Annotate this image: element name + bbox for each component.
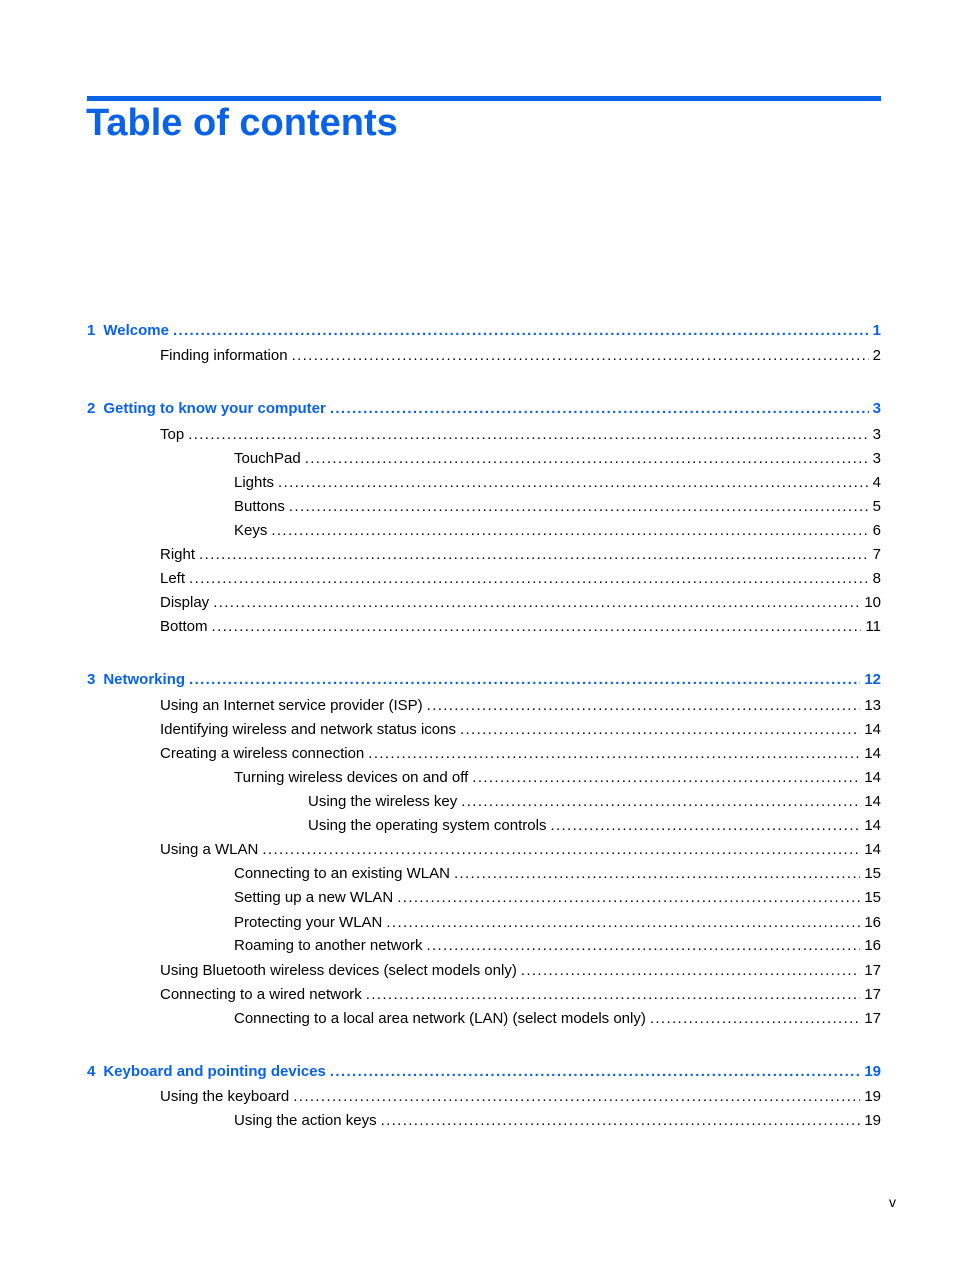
toc-entry-page: 14	[864, 745, 881, 762]
toc-entry[interactable]	[234, 473, 881, 493]
toc-chapter-entry[interactable]	[87, 670, 881, 690]
toc-entry-label: Connecting to a local area network (LAN) (select models only)	[234, 1010, 646, 1027]
toc-entry-label: Using Bluetooth wireless devices (select models only)	[160, 962, 517, 979]
toc-entry[interactable]	[308, 816, 881, 836]
toc-entry-page: 1	[872, 322, 881, 339]
toc-dot-leader	[271, 521, 868, 541]
toc-entry[interactable]	[160, 985, 881, 1005]
toc-entry[interactable]	[160, 617, 881, 637]
toc-entry-label: Keyboard and pointing devices	[103, 1063, 326, 1080]
toc-dot-leader	[381, 1111, 861, 1131]
toc-entry[interactable]	[234, 521, 881, 541]
toc-entry-page: 13	[864, 697, 881, 714]
toc-entry-label: Using the operating system controls	[308, 817, 547, 834]
toc-entry-label: Using a WLAN	[160, 841, 259, 858]
toc-chapter-number: 1	[87, 322, 96, 339]
toc-dot-leader	[368, 744, 860, 764]
toc-entry[interactable]	[160, 744, 881, 764]
toc-chapter-entry[interactable]	[87, 1062, 881, 1082]
toc-entry[interactable]	[234, 1111, 881, 1131]
toc-dot-leader	[189, 569, 869, 589]
toc-entry-page: 11	[865, 618, 881, 635]
toc-entry-page: 3	[872, 426, 881, 443]
toc-entry[interactable]	[234, 936, 881, 956]
toc-dot-leader	[397, 888, 860, 908]
toc-entry-page: 14	[864, 793, 881, 810]
toc-entry-label: Using the action keys	[234, 1112, 377, 1129]
toc-dot-leader	[278, 473, 869, 493]
toc-entry-page: 14	[864, 769, 881, 786]
toc-entry-page: 15	[864, 865, 881, 882]
toc-dot-leader	[199, 545, 869, 565]
toc-dot-leader	[650, 1009, 860, 1029]
toc-dot-leader	[262, 840, 860, 860]
toc-entry-label: Welcome	[103, 322, 169, 339]
toc-entry-label: Top	[160, 426, 185, 443]
toc-entry-label: Turning wireless devices on and off	[234, 769, 469, 786]
toc-entry-page: 3	[872, 400, 881, 417]
toc-entry[interactable]	[160, 425, 881, 445]
toc-dot-leader	[293, 1087, 860, 1107]
toc-entry-page: 14	[864, 721, 881, 738]
toc-entry-page: 16	[864, 914, 881, 931]
toc-entry-label: Bottom	[160, 618, 208, 635]
toc-dot-leader	[366, 985, 861, 1005]
toc-entry-page: 17	[864, 986, 881, 1003]
toc-entry-page: 19	[864, 1063, 881, 1080]
toc-dot-leader	[289, 497, 869, 517]
toc-entry-page: 2	[872, 347, 881, 364]
toc-entry[interactable]	[308, 792, 881, 812]
toc-entry[interactable]	[160, 840, 881, 860]
toc-entry-page: 14	[864, 841, 881, 858]
toc-chapter-number: 3	[87, 671, 96, 688]
toc-entry-page: 6	[872, 522, 881, 539]
toc-entry-label: Getting to know your computer	[103, 400, 326, 417]
toc-entry-page: 15	[864, 889, 881, 906]
toc-dot-leader	[213, 593, 860, 613]
toc-entry-page: 16	[864, 937, 881, 954]
toc-entry-page: 19	[864, 1112, 881, 1129]
toc-entry[interactable]	[234, 768, 881, 788]
toc-entry-label: Setting up a new WLAN	[234, 889, 394, 906]
toc-entry-page: 3	[872, 450, 881, 467]
toc-dot-leader	[330, 399, 869, 419]
toc-entry-label: Identifying wireless and network status icons	[160, 721, 456, 738]
toc-entry[interactable]	[160, 720, 881, 740]
toc-dot-leader	[189, 670, 860, 690]
toc-dot-leader	[330, 1062, 860, 1082]
toc-entry-page: 8	[872, 570, 881, 587]
toc-entry[interactable]	[160, 696, 881, 716]
toc-chapter-number: 2	[87, 400, 96, 417]
toc-entry-label: Display	[160, 594, 210, 611]
toc-dot-leader	[427, 696, 861, 716]
toc-entry[interactable]	[234, 888, 881, 908]
toc-entry-page: 14	[864, 817, 881, 834]
toc-entry[interactable]	[234, 449, 881, 469]
toc-entry-page: 17	[864, 962, 881, 979]
toc-entry[interactable]	[160, 545, 881, 565]
toc-dot-leader	[386, 913, 860, 933]
toc-dot-leader	[212, 617, 862, 637]
toc-chapter-entry[interactable]	[87, 321, 881, 341]
toc-entry[interactable]	[234, 864, 881, 884]
toc-entry-label: Using an Internet service provider (ISP)	[160, 697, 423, 714]
toc-dot-leader	[460, 720, 860, 740]
toc-chapter-number: 4	[87, 1063, 96, 1080]
toc-entry-label: Keys	[234, 522, 268, 539]
toc-entry[interactable]	[160, 961, 881, 981]
toc-entry-page: 17	[864, 1010, 881, 1027]
toc-entry-label: Using the keyboard	[160, 1088, 290, 1105]
toc-entry-label: TouchPad	[234, 450, 301, 467]
toc-dot-leader	[521, 961, 860, 981]
toc-entry[interactable]	[160, 346, 881, 366]
toc-entry[interactable]	[160, 569, 881, 589]
toc-chapter-entry[interactable]	[87, 399, 881, 419]
toc-dot-leader	[472, 768, 860, 788]
toc-entry-label: Connecting to a wired network	[160, 986, 362, 1003]
toc-entry[interactable]	[160, 593, 881, 613]
toc-entry-label: Left	[160, 570, 186, 587]
page-title: Table of contents	[86, 102, 398, 144]
toc-entry[interactable]	[160, 1087, 881, 1107]
toc-dot-leader	[550, 816, 860, 836]
toc-entry-label: Buttons	[234, 498, 285, 515]
toc-dot-leader	[292, 346, 869, 366]
toc-entry[interactable]	[234, 913, 881, 933]
toc-entry-page: 12	[864, 671, 881, 688]
toc-entry-label: Right	[160, 546, 196, 563]
toc-entry-page: 19	[864, 1088, 881, 1105]
toc-dot-leader	[188, 425, 868, 445]
toc-dot-leader	[454, 864, 860, 884]
toc-entry-page: 5	[872, 498, 881, 515]
toc-entry-page: 7	[872, 546, 881, 563]
toc-dot-leader	[461, 792, 860, 812]
toc-dot-leader	[173, 321, 869, 341]
toc-dot-leader	[426, 936, 860, 956]
toc-entry-label: Protecting your WLAN	[234, 914, 383, 931]
toc-entry-label: Lights	[234, 474, 275, 491]
toc-entry-page: 4	[872, 474, 881, 491]
toc-entry[interactable]	[234, 497, 881, 517]
toc-entry-page: 10	[864, 594, 881, 611]
page-number: v	[889, 1194, 896, 1210]
toc-entry-label: Creating a wireless connection	[160, 745, 365, 762]
toc-entry-label: Roaming to another network	[234, 937, 423, 954]
toc-entry-label: Finding information	[160, 347, 288, 364]
toc-entry-label: Connecting to an existing WLAN	[234, 865, 450, 882]
toc-entry[interactable]	[234, 1009, 881, 1029]
toc-dot-leader	[305, 449, 869, 469]
toc-entry-label: Networking	[103, 671, 186, 688]
toc-entry-label: Using the wireless key	[308, 793, 458, 810]
